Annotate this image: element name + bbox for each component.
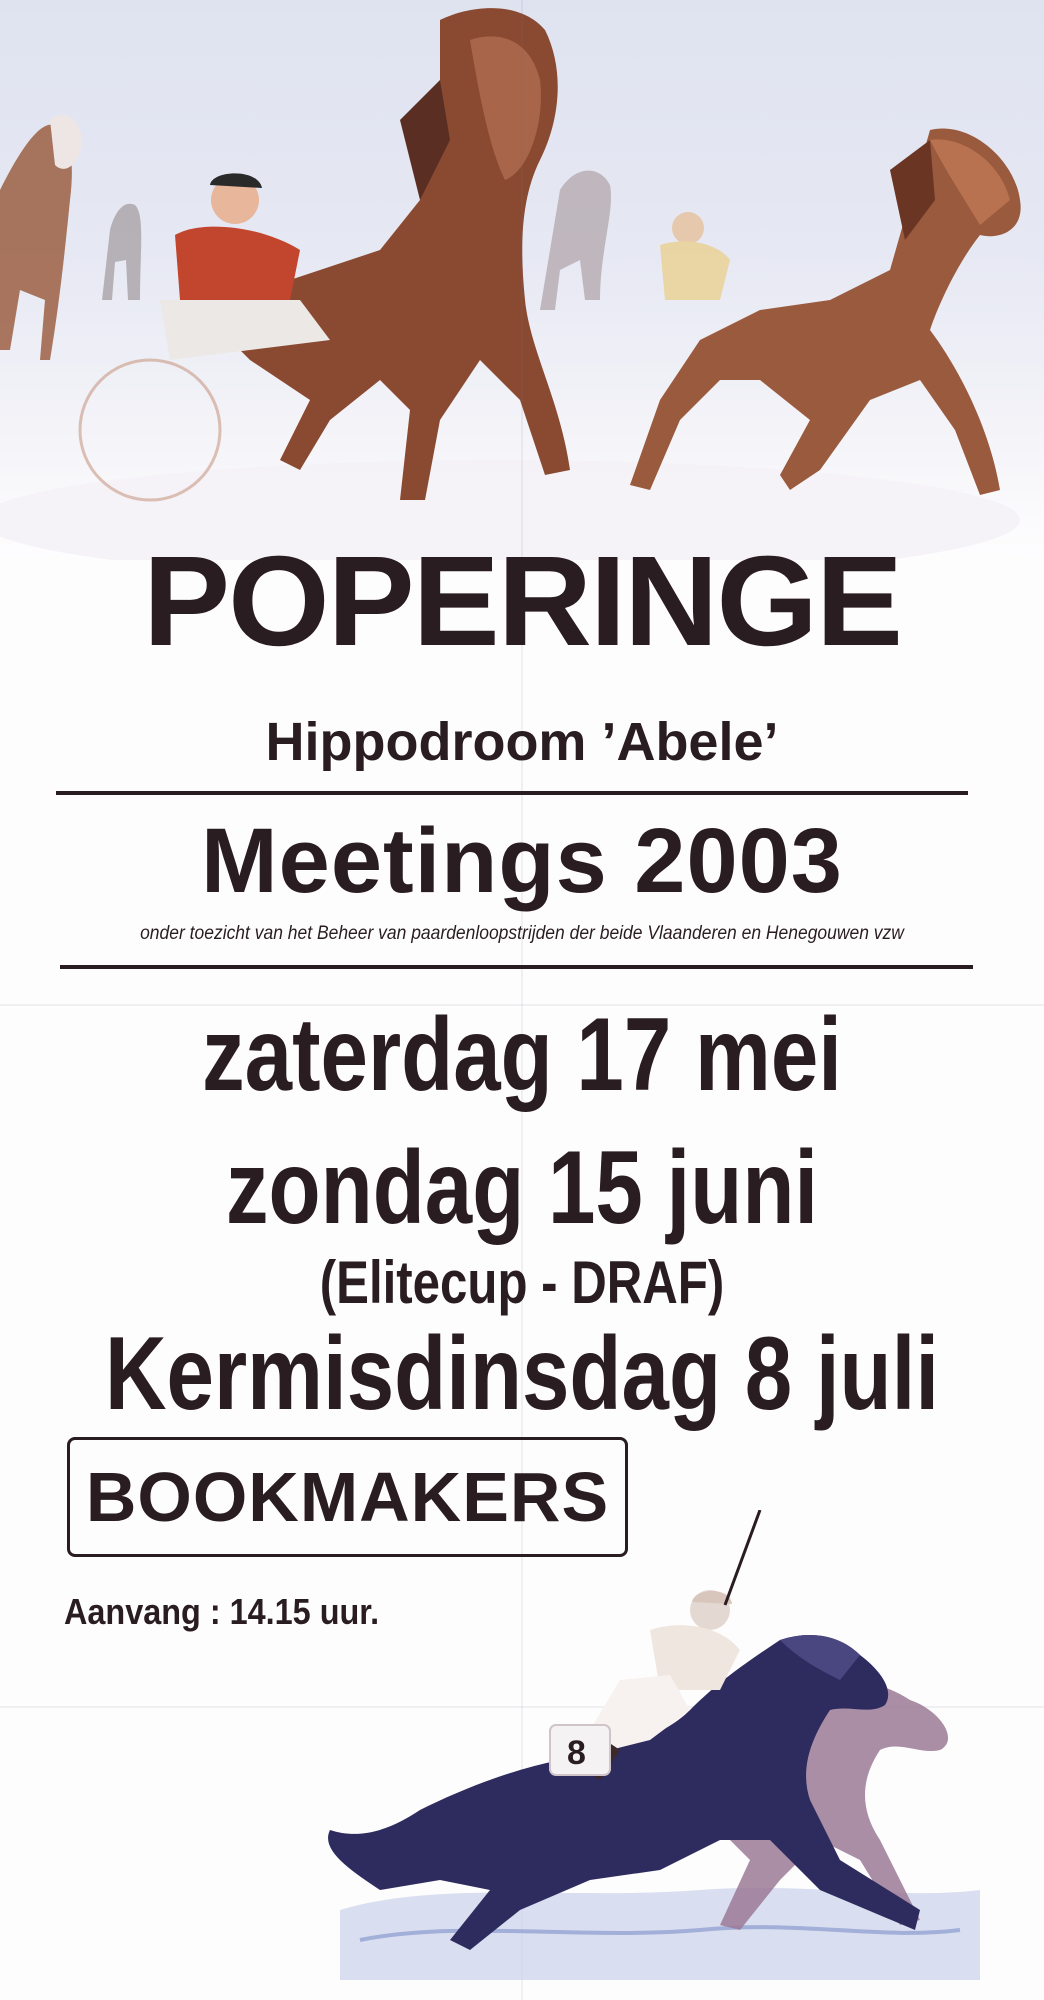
bookmakers-label: BOOKMAKERS — [85, 1458, 610, 1536]
top-divider — [56, 791, 968, 795]
racehorse-illustration — [320, 1510, 1020, 1980]
date-1: zaterdag 17 mei — [202, 997, 842, 1113]
supervision-note: onder toezicht van het Beheer van paardenloopstrijden der beide Vlaanderen en Henegouwen vzw — [140, 923, 904, 944]
date-3: Kermisdinsdag 8 juli — [104, 1316, 940, 1432]
start-time: Aanvang : 14.15 uur. — [64, 1591, 380, 1632]
saddle-number: 8 — [567, 1734, 586, 1772]
meetings-heading: Meetings 2003 — [201, 810, 843, 912]
venue-name: Hippodroom ’Abele’ — [265, 712, 779, 772]
poster-title: POPERINGE — [143, 530, 901, 673]
date-2-event: (Elitecup - DRAF) — [319, 1249, 725, 1316]
date-2: zondag 15 juni — [225, 1130, 819, 1246]
bottom-divider — [60, 965, 973, 969]
